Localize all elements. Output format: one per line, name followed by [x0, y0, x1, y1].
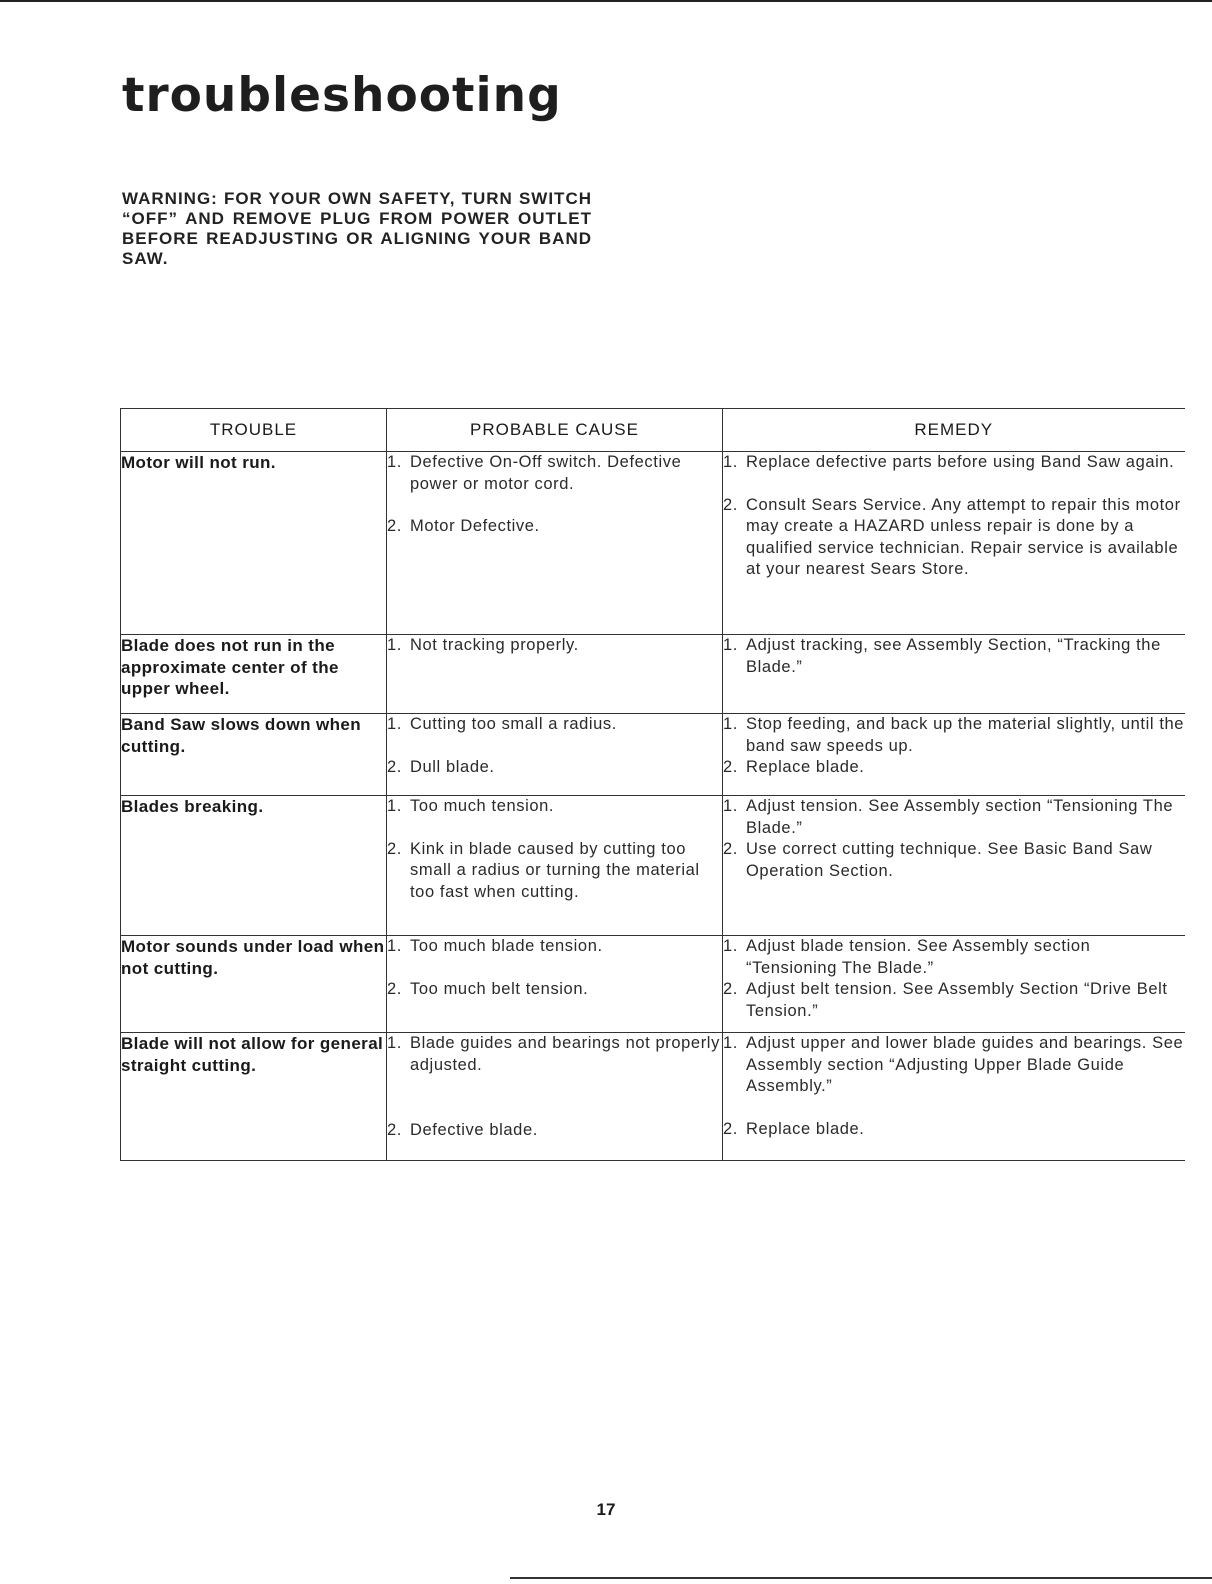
list-item	[723, 635, 1185, 678]
remedy-cell	[723, 1033, 1185, 1161]
list-item	[387, 796, 722, 818]
cause-cell	[387, 714, 723, 796]
trouble-cell: Blades breaking.	[121, 796, 387, 936]
remedy-cell	[723, 635, 1185, 714]
table-header-row	[121, 409, 1185, 452]
item-text: Adjust belt tension. See Assembly Section “Drive Belt Tension.”	[746, 980, 1168, 1020]
item-text: Defective blade.	[410, 1121, 538, 1139]
item-text: Defective On-Off switch. Defective power or motor cord.	[410, 453, 682, 493]
item-text: Adjust upper and lower blade guides and bearings. See Assembly section “Adjusting Upper Blade Guide Assembly.”	[746, 1034, 1184, 1095]
list-item	[387, 839, 722, 904]
table-row	[121, 796, 1185, 936]
trouble-cell: Blade will not allow for general straight cutting.	[121, 1033, 387, 1161]
list-item	[387, 1033, 722, 1076]
item-number: 2.	[387, 1121, 402, 1139]
item-text: Stop feeding, and back up the material slightly, until the band saw speeds up.	[746, 715, 1185, 755]
item-text: Replace blade.	[746, 1119, 865, 1138]
trouble-cell: Blade does not run in the approximate center of the upper wheel.	[121, 635, 387, 714]
item-text: Too much blade tension.	[410, 937, 603, 955]
list-item	[723, 936, 1185, 979]
page-title: troubleshooting	[122, 68, 562, 123]
item-number: 2.	[723, 980, 738, 998]
item-text: Not tracking properly.	[410, 636, 579, 654]
list-item	[387, 757, 722, 779]
trouble-cell: Band Saw slows down when cutting.	[121, 714, 387, 796]
remedy-cell	[723, 936, 1185, 1033]
item-number: 1.	[723, 937, 738, 955]
item-number: 1.	[387, 797, 402, 815]
item-number: 2.	[723, 495, 738, 514]
item-text: Replace defective parts before using Band Saw again.	[746, 453, 1175, 471]
trouble-cell: Motor will not run.	[121, 452, 387, 635]
item-number: 2.	[387, 979, 402, 998]
item-number: 2.	[723, 840, 738, 858]
table-row	[121, 936, 1185, 1033]
list-item	[723, 495, 1185, 581]
item-text: Motor Defective.	[410, 517, 540, 535]
list-item	[387, 452, 722, 495]
table-row	[121, 1033, 1185, 1161]
item-text: Too much tension.	[410, 797, 555, 815]
item-text: Adjust tracking, see Assembly Section, “Tracking the Blade.”	[746, 636, 1161, 676]
page-number: 17	[596, 1500, 616, 1519]
item-text: Too much belt tension.	[410, 979, 589, 998]
table-row	[121, 635, 1185, 714]
item-number: 1.	[387, 1034, 402, 1052]
cause-cell	[387, 936, 723, 1033]
item-text: Kink in blade caused by cutting too small a radius or turning the material too fast when cutting.	[410, 839, 700, 901]
troubleshooting-table	[120, 408, 1185, 1161]
item-text: Blade guides and bearings not properly adjusted.	[410, 1034, 720, 1074]
item-text: Consult Sears Service. Any attempt to repair this motor may create a HAZARD unless repair is done by a qualified service technician. Repair service is available at your nearest Sears Store.	[746, 495, 1181, 578]
remedy-cell	[723, 714, 1185, 796]
item-text: Adjust blade tension. See Assembly section “Tensioning The Blade.”	[746, 937, 1091, 977]
top-rule	[0, 0, 1212, 2]
list-item	[723, 796, 1185, 839]
item-number: 2.	[387, 839, 402, 858]
item-number: 1.	[723, 797, 738, 815]
table-row	[121, 714, 1185, 796]
cause-cell	[387, 1033, 723, 1161]
item-number: 2.	[387, 757, 402, 776]
list-item	[723, 839, 1185, 882]
list-item	[387, 635, 722, 657]
item-number: 1.	[723, 453, 738, 471]
list-item	[387, 516, 722, 538]
item-number: 1.	[723, 715, 738, 733]
list-item	[723, 1119, 1185, 1141]
remedy-cell	[723, 796, 1185, 936]
trouble-cell: Motor sounds under load when not cutting.	[121, 936, 387, 1033]
list-item	[723, 714, 1185, 757]
list-item	[723, 757, 1185, 779]
bottom-rule	[510, 1577, 1212, 1579]
cause-cell	[387, 796, 723, 936]
item-number: 1.	[723, 1034, 738, 1052]
item-number: 1.	[723, 636, 738, 654]
item-text: Adjust tension. See Assembly section “Tensioning The Blade.”	[746, 797, 1174, 837]
cause-cell	[387, 635, 723, 714]
item-number: 1.	[387, 636, 402, 654]
safety-warning: WARNING: FOR YOUR OWN SAFETY, TURN SWITCH “OFF” AND REMOVE PLUG FROM POWER OUTLET BEFORE READJUSTING OR ALIGNING YOUR BAND SAW.	[122, 189, 592, 268]
cause-cell	[387, 452, 723, 635]
header-trouble: TROUBLE	[121, 409, 387, 452]
list-item	[387, 936, 722, 958]
item-number: 1.	[387, 715, 402, 733]
header-remedy: REMEDY	[723, 409, 1185, 452]
list-item	[723, 452, 1185, 474]
remedy-cell	[723, 452, 1185, 635]
item-number: 1.	[387, 453, 402, 471]
item-number: 2.	[387, 517, 402, 535]
list-item	[387, 979, 722, 1001]
header-probable-cause: PROBABLE CAUSE	[387, 409, 723, 452]
list-item	[723, 1033, 1185, 1098]
table-row	[121, 452, 1185, 635]
item-number: 2.	[723, 1119, 738, 1138]
item-text: Replace blade.	[746, 758, 865, 776]
item-text: Use correct cutting technique. See Basic Band Saw Operation Section.	[746, 840, 1153, 880]
item-text: Dull blade.	[410, 757, 495, 776]
item-number: 1.	[387, 937, 402, 955]
list-item	[387, 714, 722, 736]
item-number: 2.	[723, 758, 738, 776]
list-item	[387, 1120, 722, 1142]
list-item	[723, 979, 1185, 1022]
item-text: Cutting too small a radius.	[410, 715, 617, 733]
